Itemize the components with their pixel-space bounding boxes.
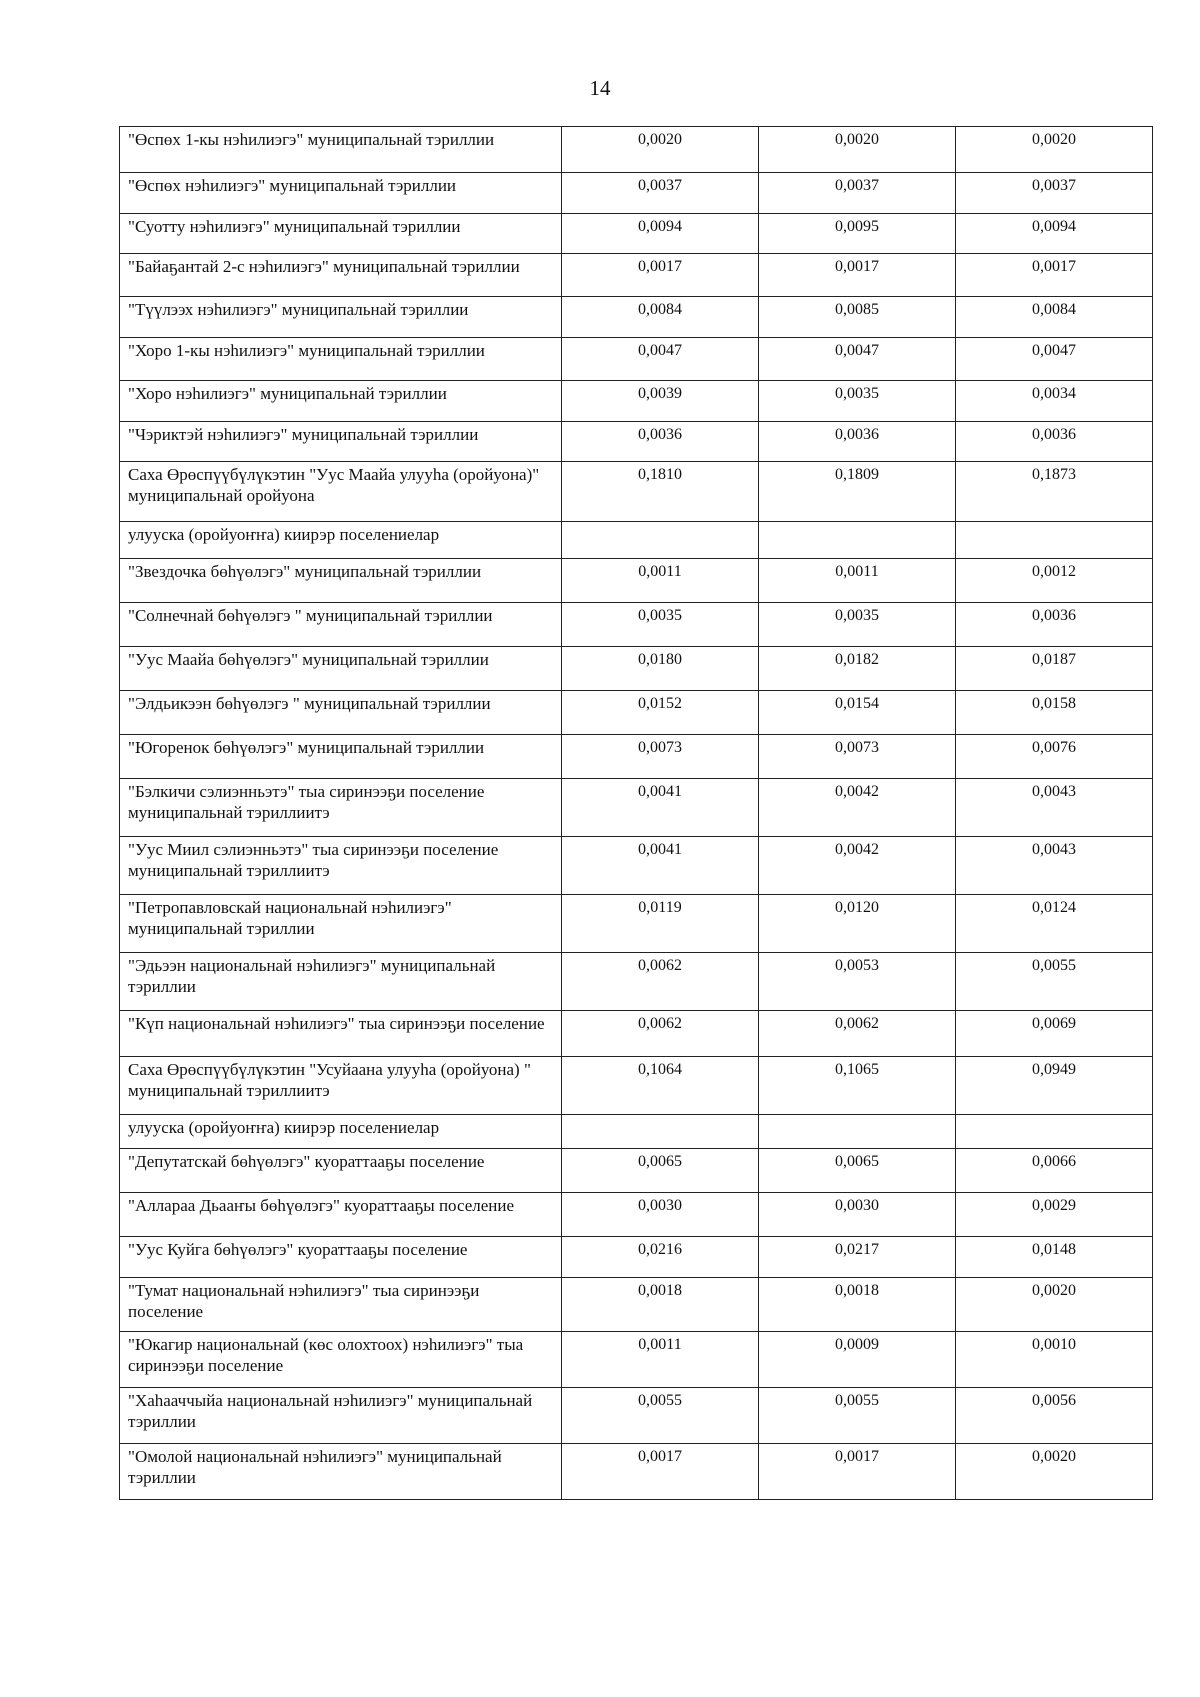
table-row [120,127,1153,173]
municipality-name-cell: "Суотту нэhилиэгэ" муниципальнай тэриллии [120,214,562,254]
value-cell-col2: 0,0042 [759,779,956,837]
value-cell-col3: 0,0056 [956,1388,1153,1444]
value-cell-col1: 0,0073 [562,735,759,779]
table-row [120,1278,1153,1332]
value-cell-col1: 0,1810 [562,462,759,522]
value-cell-col2: 0,0042 [759,837,956,895]
value-cell-col2: 0,0073 [759,735,956,779]
table-row [120,254,1153,297]
value-cell-col3 [956,522,1153,559]
value-cell-col2: 0,0047 [759,338,956,381]
value-cell-col1: 0,0119 [562,895,759,953]
value-cell-col1: 0,0084 [562,297,759,338]
value-cell-col1: 0,0041 [562,779,759,837]
value-cell-col1: 0,0062 [562,953,759,1011]
value-cell-col1 [562,1115,759,1149]
value-cell-col1: 0,0055 [562,1388,759,1444]
table-row [120,895,1153,953]
value-cell-col3: 0,0036 [956,422,1153,462]
value-cell-col3: 0,0029 [956,1193,1153,1237]
value-cell-col1: 0,0041 [562,837,759,895]
allocation-table [119,126,1153,1500]
value-cell-col2: 0,0018 [759,1278,956,1332]
value-cell-col3: 0,0047 [956,338,1153,381]
value-cell-col2: 0,0182 [759,647,956,691]
municipality-name-cell: "Байаҕантай 2-с нэhилиэгэ" муниципальнай тэриллии [120,254,562,297]
value-cell-col3: 0,0069 [956,1011,1153,1057]
table-row [120,381,1153,422]
page-number: 14 [589,76,611,100]
value-cell-col3: 0,1873 [956,462,1153,522]
value-cell-col3: 0,0076 [956,735,1153,779]
table-body [120,127,1153,1500]
municipality-name-cell: "Юкагир национальнай (көс олохтоох) нэhилиэгэ" тыа сиринээҕи поселение [120,1332,562,1388]
table-row [120,422,1153,462]
table-row [120,1237,1153,1278]
value-cell-col3: 0,0066 [956,1149,1153,1193]
value-cell-col1: 0,0047 [562,338,759,381]
value-cell-col1 [562,522,759,559]
value-cell-col2: 0,1809 [759,462,956,522]
municipality-name-cell: "Уус Маайа бөhүөлэгэ" муниципальнай тэриллии [120,647,562,691]
value-cell-col3: 0,0020 [956,1444,1153,1500]
value-cell-col3: 0,0124 [956,895,1153,953]
value-cell-col1: 0,1064 [562,1057,759,1115]
value-cell-col3: 0,0010 [956,1332,1153,1388]
municipality-name-cell: "Югоренок бөhүөлэгэ" муниципальнай тэриллии [120,735,562,779]
value-cell-col3: 0,0055 [956,953,1153,1011]
value-cell-col1: 0,0036 [562,422,759,462]
value-cell-col3: 0,0020 [956,127,1153,173]
municipality-name-cell: "Чэриктэй нэhилиэгэ" муниципальнай тэриллии [120,422,562,462]
value-cell-col1: 0,0180 [562,647,759,691]
municipality-name-cell: "Омолой национальнай нэhилиэгэ" муниципальнай тэриллии [120,1444,562,1500]
value-cell-col2: 0,0095 [759,214,956,254]
value-cell-col3: 0,0017 [956,254,1153,297]
municipality-name-cell: "Хоро нэhилиэгэ" муниципальнай тэриллии [120,381,562,422]
table-row [120,837,1153,895]
value-cell-col1: 0,0216 [562,1237,759,1278]
value-cell-col3: 0,0012 [956,559,1153,603]
value-cell-col1: 0,0011 [562,1332,759,1388]
table-row [120,559,1153,603]
value-cell-col1: 0,0094 [562,214,759,254]
value-cell-col3: 0,0036 [956,603,1153,647]
municipality-name-cell: "Эдьээн национальнай нэhилиэгэ" муниципальнай тэриллии [120,953,562,1011]
table-row [120,1332,1153,1388]
value-cell-col3 [956,1115,1153,1149]
municipality-name-cell: "Күп национальнай нэhилиэгэ" тыа сиринээҕи поселение [120,1011,562,1057]
value-cell-col1: 0,0152 [562,691,759,735]
value-cell-col2: 0,1065 [759,1057,956,1115]
value-cell-col1: 0,0035 [562,603,759,647]
value-cell-col2: 0,0011 [759,559,956,603]
value-cell-col2: 0,0035 [759,603,956,647]
table-row [120,1193,1153,1237]
value-cell-col3: 0,0158 [956,691,1153,735]
table-row [120,462,1153,522]
value-cell-col1: 0,0065 [562,1149,759,1193]
value-cell-col1: 0,0017 [562,254,759,297]
value-cell-col2: 0,0009 [759,1332,956,1388]
municipality-name-cell: Саха Өрөспүүбүлүкэтин "Уус Маайа улууhа (оройуона)" муниципальнай оройуона [120,462,562,522]
value-cell-col2: 0,0065 [759,1149,956,1193]
value-cell-col3: 0,0043 [956,837,1153,895]
table-row [120,691,1153,735]
value-cell-col3: 0,0084 [956,297,1153,338]
value-cell-col2: 0,0037 [759,173,956,214]
value-cell-col2: 0,0120 [759,895,956,953]
value-cell-col1: 0,0062 [562,1011,759,1057]
municipality-name-cell: "Бэлкичи сэлиэнньэтэ" тыа сиринээҕи поселение муниципальнай тэриллиитэ [120,779,562,837]
value-cell-col2 [759,522,956,559]
municipality-name-cell: "Өспөх 1-кы нэhилиэгэ" муниципальнай тэриллии [120,127,562,173]
table-row [120,647,1153,691]
value-cell-col2: 0,0053 [759,953,956,1011]
municipality-name-cell: "Солнечнай бөhүөлэгэ " муниципальнай тэриллии [120,603,562,647]
municipality-name-cell: "Звездочка бөhүөлэгэ" муниципальнай тэриллии [120,559,562,603]
value-cell-col1: 0,0017 [562,1444,759,1500]
municipality-name-cell: улууска (оройуоҥҥа) киирэр поселениелар [120,1115,562,1149]
value-cell-col2: 0,0020 [759,127,956,173]
value-cell-col1: 0,0018 [562,1278,759,1332]
value-cell-col2: 0,0036 [759,422,956,462]
municipality-name-cell: "Уус Миил сэлиэнньэтэ" тыа сиринээҕи поселение муниципальнай тэриллиитэ [120,837,562,895]
value-cell-col2: 0,0154 [759,691,956,735]
table-row [120,1444,1153,1500]
value-cell-col3: 0,0094 [956,214,1153,254]
value-cell-col2: 0,0030 [759,1193,956,1237]
municipality-name-cell: "Аллараа Дьааҥы бөhүөлэгэ" куораттааҕы поселение [120,1193,562,1237]
value-cell-col3: 0,0949 [956,1057,1153,1115]
value-cell-col2: 0,0085 [759,297,956,338]
table-row [120,1115,1153,1149]
value-cell-col3: 0,0020 [956,1278,1153,1332]
value-cell-col2: 0,0055 [759,1388,956,1444]
value-cell-col1: 0,0020 [562,127,759,173]
municipality-name-cell: Саха Өрөспүүбүлүкэтин "Усуйаана улууhа (оройуона) " муниципальнай тэриллиитэ [120,1057,562,1115]
value-cell-col2: 0,0035 [759,381,956,422]
value-cell-col3: 0,0148 [956,1237,1153,1278]
value-cell-col2: 0,0062 [759,1011,956,1057]
value-cell-col3: 0,0187 [956,647,1153,691]
municipality-name-cell: "Өспөх нэhилиэгэ" муниципальнай тэриллии [120,173,562,214]
table-row [120,953,1153,1011]
value-cell-col1: 0,0037 [562,173,759,214]
municipality-name-cell: "Депутатскай бөhүөлэгэ" куораттааҕы поселение [120,1149,562,1193]
table-row [120,603,1153,647]
value-cell-col3: 0,0037 [956,173,1153,214]
value-cell-col1: 0,0011 [562,559,759,603]
municipality-name-cell: "Хоро 1-кы нэhилиэгэ" муниципальнай тэриллии [120,338,562,381]
value-cell-col2: 0,0017 [759,254,956,297]
municipality-name-cell: "Тумат национальнай нэhилиэгэ" тыа сиринээҕи поселение [120,1278,562,1332]
table-row [120,1057,1153,1115]
value-cell-col3: 0,0034 [956,381,1153,422]
table-row [120,1011,1153,1057]
value-cell-col3: 0,0043 [956,779,1153,837]
value-cell-col1: 0,0030 [562,1193,759,1237]
municipality-name-cell: улууска (оройуоҥҥа) киирэр поселениелар [120,522,562,559]
value-cell-col2: 0,0217 [759,1237,956,1278]
table-row [120,522,1153,559]
table-row [120,338,1153,381]
value-cell-col2 [759,1115,956,1149]
table-row [120,173,1153,214]
table-row [120,735,1153,779]
table-row [120,1149,1153,1193]
value-cell-col1: 0,0039 [562,381,759,422]
table-row [120,214,1153,254]
value-cell-col2: 0,0017 [759,1444,956,1500]
municipality-name-cell: "Хаhааччыйа национальнай нэhилиэгэ" муниципальнай тэриллии [120,1388,562,1444]
municipality-name-cell: "Уус Куйга бөhүөлэгэ" куораттааҕы поселение [120,1237,562,1278]
municipality-name-cell: "Петропавловскай национальнай нэhилиэгэ" муниципальнай тэриллии [120,895,562,953]
municipality-name-cell: "Элдьикээн бөhүөлэгэ " муниципальнай тэриллии [120,691,562,735]
table-row [120,1388,1153,1444]
table-row [120,297,1153,338]
table-row [120,779,1153,837]
municipality-name-cell: "Түүлээх нэhилиэгэ" муниципальнай тэриллии [120,297,562,338]
